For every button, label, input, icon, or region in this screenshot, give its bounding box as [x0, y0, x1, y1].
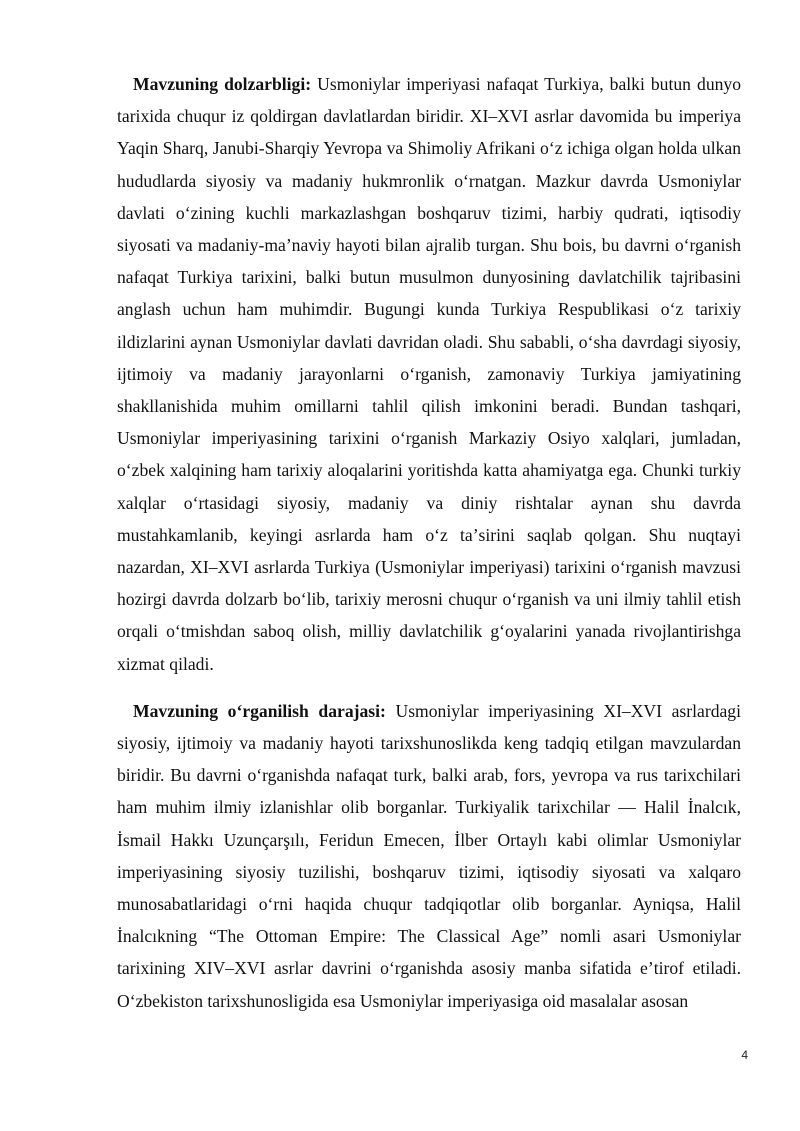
paragraph-text-relevance: Usmoniylar imperiyasi nafaqat Turkiya, balki butun dunyo tarixida chuqur iz qoldirgan davlatlardan biridir. XI–XVI asrlar davomida bu imperiya Yaqin Sharq, Janubi-Sharqiy Yevropa va Shimoliy Afrikani oʻz ichiga olgan holda ulkan hududlarda siyosiy va madaniy hukmronlik oʻrnatgan. Mazkur davrda Usmoniylar davlati oʻzining kuchli markazlashgan boshqaruv tizimi, harbiy qudrati, iqtisodiy siyosati va madaniy-maʼnaviy hayoti bilan ajralib turgan. Shu bois, bu davrni oʻrganish nafaqat Turkiya tarixini, balki butun musulmon dunyosining davlatchilik tajribasini anglash uchun ham muhimdir. Bugungi kunda Turkiya Respublikasi oʻz tarixiy ildizlarini aynan Usmoniylar davlati davridan oladi. Shu sababli, oʻsha davrdagi siyosiy, ijtimoiy va madaniy jarayonlarni oʻrganish, zamonaviy Turkiya jamiyatining shakllanishida muhim omillarni tahlil qilish imkonini beradi. Bundan tashqari, Usmoniylar imperiyasining tarixini oʻrganish Markaziy Osiyo xalqlari, jumladan, oʻzbek xalqining ham tarixiy aloqalarini yoritishda katta ahamiyatga ega. Chunki turkiy xalqlar oʻrtasidagi siyosiy, madaniy va diniy rishtalar aynan shu davrda mustahkamlanib, keyingi asrlarda ham oʻz taʼsirini saqlab qolgan. Shu nuqtayi nazardan, XI–XVI asrlarda Turkiya (Usmoniylar imperiyasi) tarixini oʻrganish mavzusi hozirgi davrda dolzarb boʻlib, tarixiy merosni chuqur oʻrganish va uni ilmiy tahlil etish orqali oʻtmishdan saboq olish, milliy davlatchilik gʻoyalarini yanada rivojlantirishga xizmat qiladi. — [117, 74, 742, 674]
paragraph-relevance — [117, 68, 741, 680]
paragraph-text-study-level: Usmoniylar imperiyasining XI–XVI asrlardagi siyosiy, ijtimoiy va madaniy hayoti tarixshunoslikda keng tadqiq etilgan mavzulardan biridir. Bu davrni oʻrganishda nafaqat turk, balki arab, fors, yevropa va rus tarixchilari ham muhim ilmiy izlanishlar olib borganlar. Turkiyalik tarixchilar — Halil İnalcık, İsmail Hakkı Uzunçarşılı, Feridun Emecen, İlber Ortaylı kabi olimlar Usmoniylar imperiyasining siyosiy tuzilishi, boshqaruv tizimi, iqtisodiy siyosati va xalqaro munosabatlaridagi oʻrni haqida chuqur tadqiqotlar olib borganlar. Ayniqsa, Halil İnalcıkning “The Ottoman Empire: The Classical Age” nomli asari Usmoniylar tarixining XIV–XVI asrlar davrini oʻrganishda asosiy manba sifatida eʼtirof etiladi. Oʻzbekiston tarixshunosligida esa Usmoniylar imperiyasiga oid masalalar asosan — [117, 700, 741, 1011]
paragraph-heading-relevance: Mavzuning dolzarbligi: — [133, 74, 312, 94]
page-number: 4 — [741, 1048, 748, 1062]
paragraph-heading-study-level: Mavzuning oʻrganilish darajasi: — [133, 700, 386, 721]
document-body — [117, 68, 741, 1017]
paragraph-study-level — [117, 695, 741, 1017]
